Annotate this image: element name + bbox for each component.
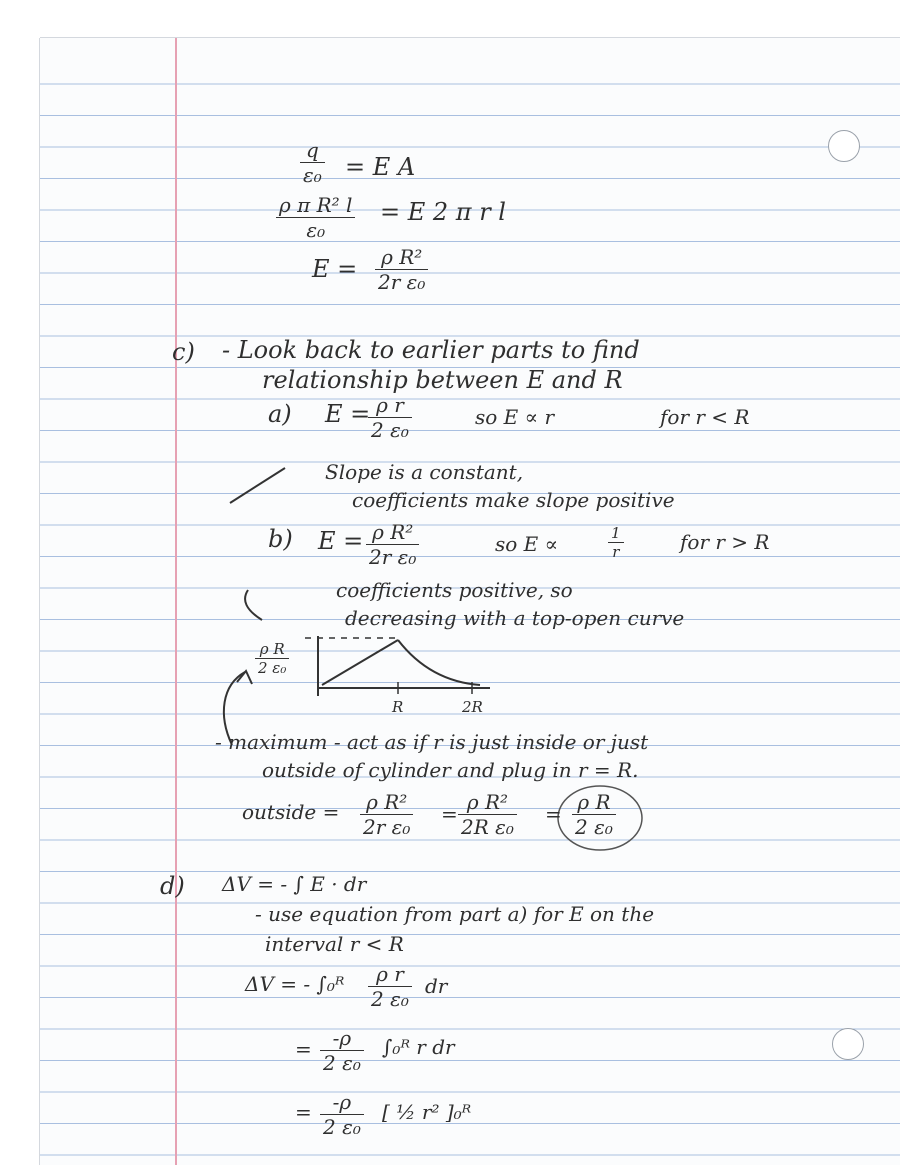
outside-equals-1: =	[441, 802, 458, 826]
part-d-line1: - use equation from part a) for E on the	[255, 902, 655, 926]
part-c-b-so: so E ∝	[495, 532, 559, 556]
part-d-eq4-fraction: $\frac{-\rho}{\text{2 ε₀}}$	[320, 1090, 364, 1139]
maximum-line2: outside of cylinder and plug in r = R.	[262, 758, 639, 782]
graph-y-label: $\frac{\text{ρ R}}{\text{2 ε₀}}$	[255, 640, 289, 677]
graph-arrow-head	[237, 671, 252, 684]
part-d-eq2-lhs: ΔV = - ∫₀ᴿ	[245, 972, 345, 996]
part-d-eq2-fraction: $\frac{\text{ρ r}}{\text{2 ε₀}}$	[368, 962, 412, 1011]
part-c-a-so: so E ∝ r	[475, 405, 555, 429]
part-d-eq4-lhs: =	[295, 1100, 312, 1124]
part-c-b-fraction: $\frac{\text{ρ R²}}{\text{2r ε₀}}$	[366, 520, 419, 569]
eq2-rhs: = E 2 π r l	[380, 198, 506, 226]
part-c-b-for: for r > R	[680, 530, 770, 554]
part-c-line1: - Look back to earlier parts to find	[222, 336, 640, 364]
part-c-b-eq: E =	[318, 527, 364, 555]
outside-frac-2: $\frac{\text{ρ R²}}{\text{2R ε₀}}$	[458, 790, 517, 839]
part-d-eq2-tail: dr	[425, 974, 448, 998]
outside-label: outside =	[242, 800, 340, 824]
graph-linear-rise	[322, 640, 398, 685]
maximum-line1: - maximum - act as if r is just inside or just	[215, 730, 649, 754]
part-c-label: c)	[172, 338, 195, 366]
part-c-a-eq: E =	[325, 400, 371, 428]
part-d-eq3-tail: ∫₀ᴿ r dr	[382, 1035, 455, 1059]
outside-frac-1: $\frac{\text{ρ R²}}{\text{2r ε₀}}$	[360, 790, 413, 839]
part-c-a-label: a)	[268, 400, 292, 428]
eq3-lhs: E =	[312, 255, 358, 283]
increasing-slope-sketch	[230, 468, 285, 503]
part-c-coef-line1: coefficients positive, so	[336, 578, 573, 602]
part-c-slope-line2: coefficients make slope positive	[352, 488, 675, 512]
part-c-line2: relationship between E and R	[262, 366, 623, 394]
graph-x-label-2R: 2R	[462, 698, 483, 716]
part-c-b-label: b)	[268, 525, 293, 553]
part-d-label: d)	[160, 872, 185, 900]
part-d-eq1: ΔV = - ∫ E · dr	[222, 872, 367, 896]
part-c-a-for: for r < R	[660, 405, 750, 429]
eq3-fraction: $\frac{\text{ρ R²}}{\text{2r ε₀}}$	[375, 245, 428, 294]
eq1-lhs: $\frac{q}{\text{ε₀}}$	[300, 138, 325, 187]
part-d-eq3-fraction: $\frac{-\rho}{\text{2 ε₀}}$	[320, 1026, 364, 1075]
part-d-eq3-lhs: =	[295, 1037, 312, 1061]
eq2-lhs: $\frac{\text{ρ π R² l}}{\text{ε₀}}$	[276, 193, 355, 242]
part-c-a-fraction: $\frac{\text{ρ r}}{\text{2 ε₀}}$	[368, 393, 412, 442]
part-c-b-inverse-r: $\frac{1}{r}$	[608, 524, 624, 561]
part-c-slope-line1: Slope is a constant,	[325, 460, 524, 484]
outside-equals-2: =	[545, 802, 562, 826]
outside-frac-3: $\frac{\text{ρ R}}{\text{2 ε₀}}$	[572, 790, 616, 839]
graph-x-label-R: R	[392, 698, 404, 716]
graph-decay-curve	[398, 640, 480, 685]
decreasing-curve-sketch	[245, 590, 262, 620]
eq1-rhs: = E A	[345, 153, 416, 181]
part-d-line2: interval r < R	[265, 932, 404, 956]
part-d-eq4-tail: [ ½ r² ]₀ᴿ	[382, 1100, 472, 1124]
part-c-coef-line2: decreasing with a top-open curve	[345, 606, 685, 630]
